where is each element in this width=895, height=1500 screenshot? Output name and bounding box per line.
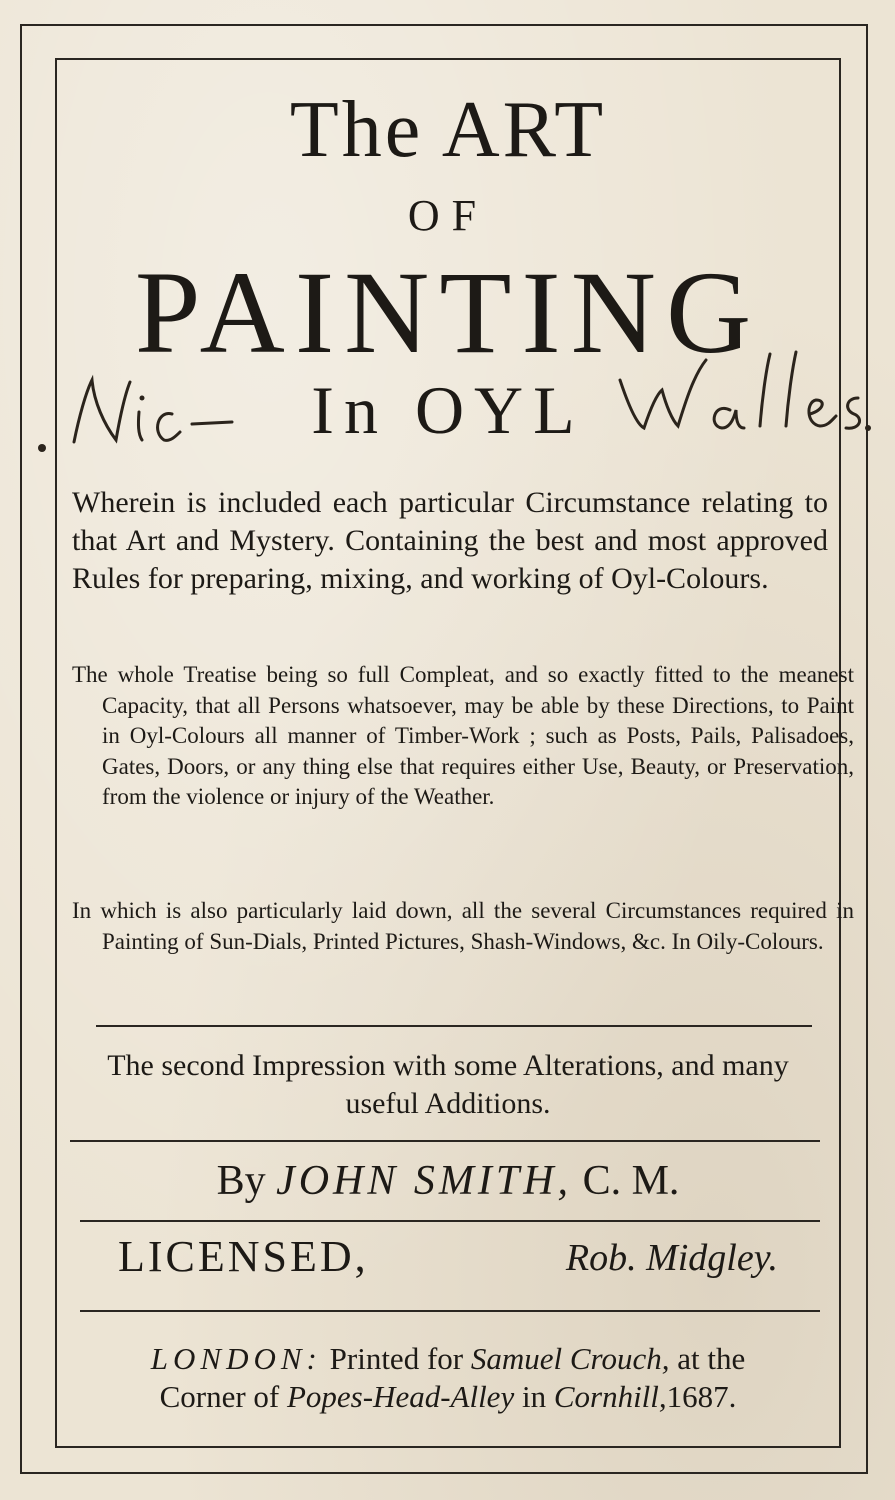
divider-rule-3 xyxy=(80,1220,820,1222)
imprint-city: LONDON: xyxy=(150,1341,322,1376)
byline-suffix: C. M. xyxy=(582,1158,680,1204)
imprint-line-2 xyxy=(60,1378,836,1416)
byline-author-name: JOHN SMITH, xyxy=(276,1158,573,1204)
imprint-printer: Samuel Crouch, xyxy=(470,1341,670,1376)
author-byline xyxy=(60,1155,836,1207)
imprint-line-1 xyxy=(60,1340,836,1378)
imprint xyxy=(60,1340,836,1416)
edition-statement: The second Impression with some Alterations, and many useful Additions. xyxy=(107,1049,789,1120)
description-paragraph-2-text: The whole Treatise being so full Compleat, and so exactly fitted to the meanest Capacity, that all Persons whatsoever, may be able by these Directions, to Paint in Oyl-Colours all manner of Timber-Work ; such as Posts, Pails, Palisadoes, Gates, Doors, or any thing else that requires either Use, Beauty, or Preservation, from the violence or injury of the Weather. xyxy=(72,662,854,809)
imprint-location: Popes-Head-Alley xyxy=(286,1379,515,1414)
divider-rule-1 xyxy=(96,1025,812,1027)
imprint-corner-of: Corner of xyxy=(159,1379,280,1414)
imprint-in: in xyxy=(521,1379,547,1414)
title-line-in-oyl: In OYL xyxy=(311,372,585,448)
description-paragraph-2 xyxy=(72,660,854,813)
divider-rule-4 xyxy=(80,1310,820,1312)
description-paragraph-1 xyxy=(72,484,828,598)
imprint-at-the: at the xyxy=(677,1341,746,1376)
title-line-of: OF xyxy=(407,191,489,240)
description-paragraph-3 xyxy=(72,896,854,957)
license-row xyxy=(118,1230,778,1286)
licenser-name: Rob. Midgley. xyxy=(565,1237,778,1279)
byline-by: By xyxy=(216,1158,266,1204)
imprint-printed-for: Printed for xyxy=(329,1341,464,1376)
imprint-year: 1687. xyxy=(666,1379,737,1414)
title-line-the-art: The ART xyxy=(289,86,607,174)
handwritten-inscription-right xyxy=(610,340,880,440)
handwritten-inscription-left xyxy=(34,362,244,457)
divider-rule-2 xyxy=(70,1140,820,1142)
description-paragraph-3-text: In which is also particularly laid down, all the several Circumstances required in Painting of Sun-Dials, Printed Pictures, Shash-Windows, &c. In Oily-Colours. xyxy=(72,898,854,954)
imprint-district: Cornhill, xyxy=(553,1379,667,1414)
license-label: LICENSED, xyxy=(118,1232,369,1281)
description-paragraph-1-text: Wherein is included each particular Circumstance relating to that Art and Mystery. Containing the best and most approved Rules for preparing, mixing, and working of Oyl-Colours. xyxy=(72,486,828,595)
title-line-painting: PAINTING xyxy=(134,247,762,378)
